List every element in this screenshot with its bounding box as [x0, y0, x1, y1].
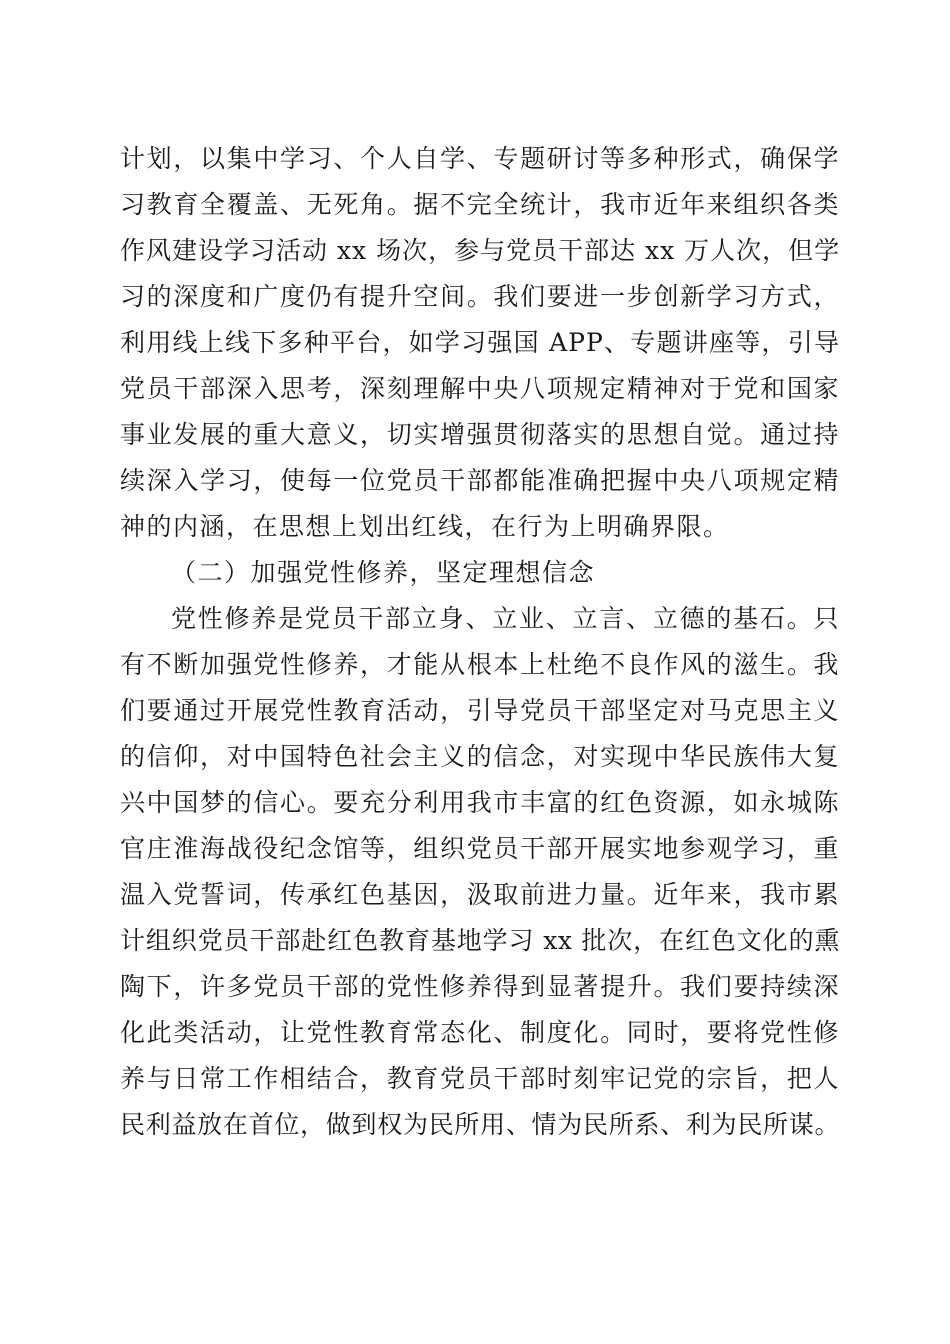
paragraph-line: 的信仰，对中国特色社会主义的信念，对实现中华民族伟大复	[120, 742, 840, 771]
paragraph-line: 作风建设学习活动 xx 场次，参与党员干部达 xx 万人次，但学	[120, 236, 841, 265]
paragraph-line: 计划，以集中学习、个人自学、专题研讨等多种形式，确保学	[120, 144, 840, 173]
paragraph-line: 官庄淮海战役纪念馆等，组织党员干部开展实地参观学习，重	[120, 834, 840, 863]
paragraph-line: 习的深度和广度仍有提升空间。我们要进一步创新学习方式，	[120, 282, 840, 311]
paragraph-line: 民利益放在首位，做到权为民所用、情为民所系、利为民所谋。	[120, 1110, 840, 1139]
paragraph-line: 神的内涵，在思想上划出红线，在行为上明确界限。	[120, 512, 730, 541]
paragraph-line: 兴中国梦的信心。要充分利用我市丰富的红色资源，如永城陈	[120, 788, 840, 817]
paragraph-line: 利用线上线下多种平台，如学习强国 APP、专题讲座等，引导	[120, 328, 840, 357]
paragraph-line: 习教育全覆盖、无死角。据不完全统计，我市近年来组织各类	[120, 190, 840, 219]
paragraph-line: 党员干部深入思考，深刻理解中央八项规定精神对于党和国家	[120, 374, 840, 403]
paragraph-line: 养与日常工作相结合，教育党员干部时刻牢记党的宗旨，把人	[120, 1064, 840, 1093]
paragraph-line: 计组织党员干部赴红色教育基地学习 xx 批次，在红色文化的熏	[120, 926, 840, 955]
paragraph-line: 有不断加强党性修养，才能从根本上杜绝不良作风的滋生。我	[120, 650, 840, 679]
paragraph-line: 化此类活动，让党性教育常态化、制度化。同时，要将党性修	[120, 1018, 840, 1047]
section-heading: （二）加强党性修养，坚定理想信念	[171, 558, 596, 587]
paragraph-line: 事业发展的重大意义，切实增强贯彻落实的思想自觉。通过持	[120, 420, 840, 449]
paragraph-line: 党性修养是党员干部立身、立业、立言、立德的基石。只	[171, 604, 840, 633]
paragraph-line: 陶下，许多党员干部的党性修养得到显著提升。我们要持续深	[120, 972, 840, 1001]
paragraph-line: 续深入学习，使每一位党员干部都能准确把握中央八项规定精	[120, 466, 840, 495]
paragraph-line: 温入党誓词，传承红色基因，汲取前进力量。近年来，我市累	[120, 880, 840, 909]
paragraph-line: 们要通过开展党性教育活动，引导党员干部坚定对马克思主义	[120, 696, 840, 725]
